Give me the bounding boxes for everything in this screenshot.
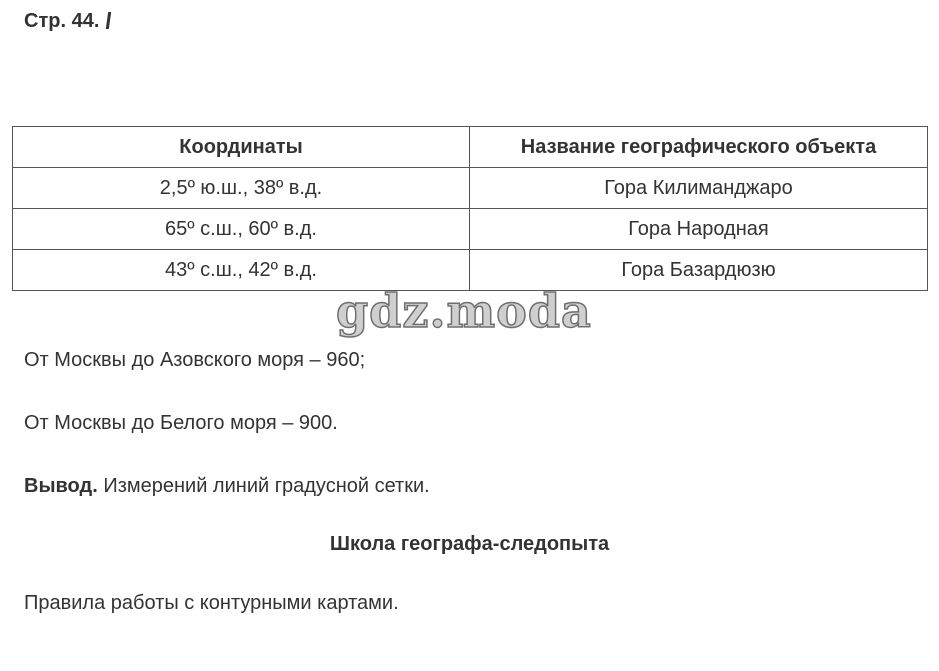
object-name-cell: Гора Килиманджаро: [470, 168, 928, 209]
table-row: [13, 168, 928, 209]
cursor-mark-icon: [106, 12, 111, 29]
column-header-coordinates: Координаты: [13, 127, 470, 168]
section-title: Школа географа-следопыта: [329, 533, 610, 555]
watermark-logo: gdz.moda: [336, 284, 592, 338]
conclusion-paragraph: [24, 475, 430, 498]
distance-white-sea-text: От Москвы до Белого моря – 900.: [24, 412, 338, 434]
conclusion-text: Измерений линий градусной сетки.: [97, 475, 430, 497]
object-name-cell: Гора Народная: [470, 209, 928, 250]
page-label: Стр. 44.: [24, 10, 100, 32]
conclusion-label: Вывод.: [24, 475, 98, 497]
rules-text: Правила работы с контурными картами.: [24, 592, 399, 614]
coordinates-cell: 43º с.ш., 42º в.д.: [13, 250, 470, 291]
page-header: [24, 10, 110, 33]
table-header-row: [13, 127, 928, 168]
coordinates-cell: 2,5º ю.ш., 38º в.д.: [13, 168, 470, 209]
coordinates-cell: 65º с.ш., 60º в.д.: [13, 209, 470, 250]
table-row: [13, 209, 928, 250]
distance-azov-text: От Москвы до Азовского моря – 960;: [24, 349, 366, 371]
object-name-cell: Гора Базардюзю: [470, 250, 928, 291]
column-header-object-name: Название географического объекта: [470, 127, 928, 168]
coordinates-table: [12, 126, 928, 291]
